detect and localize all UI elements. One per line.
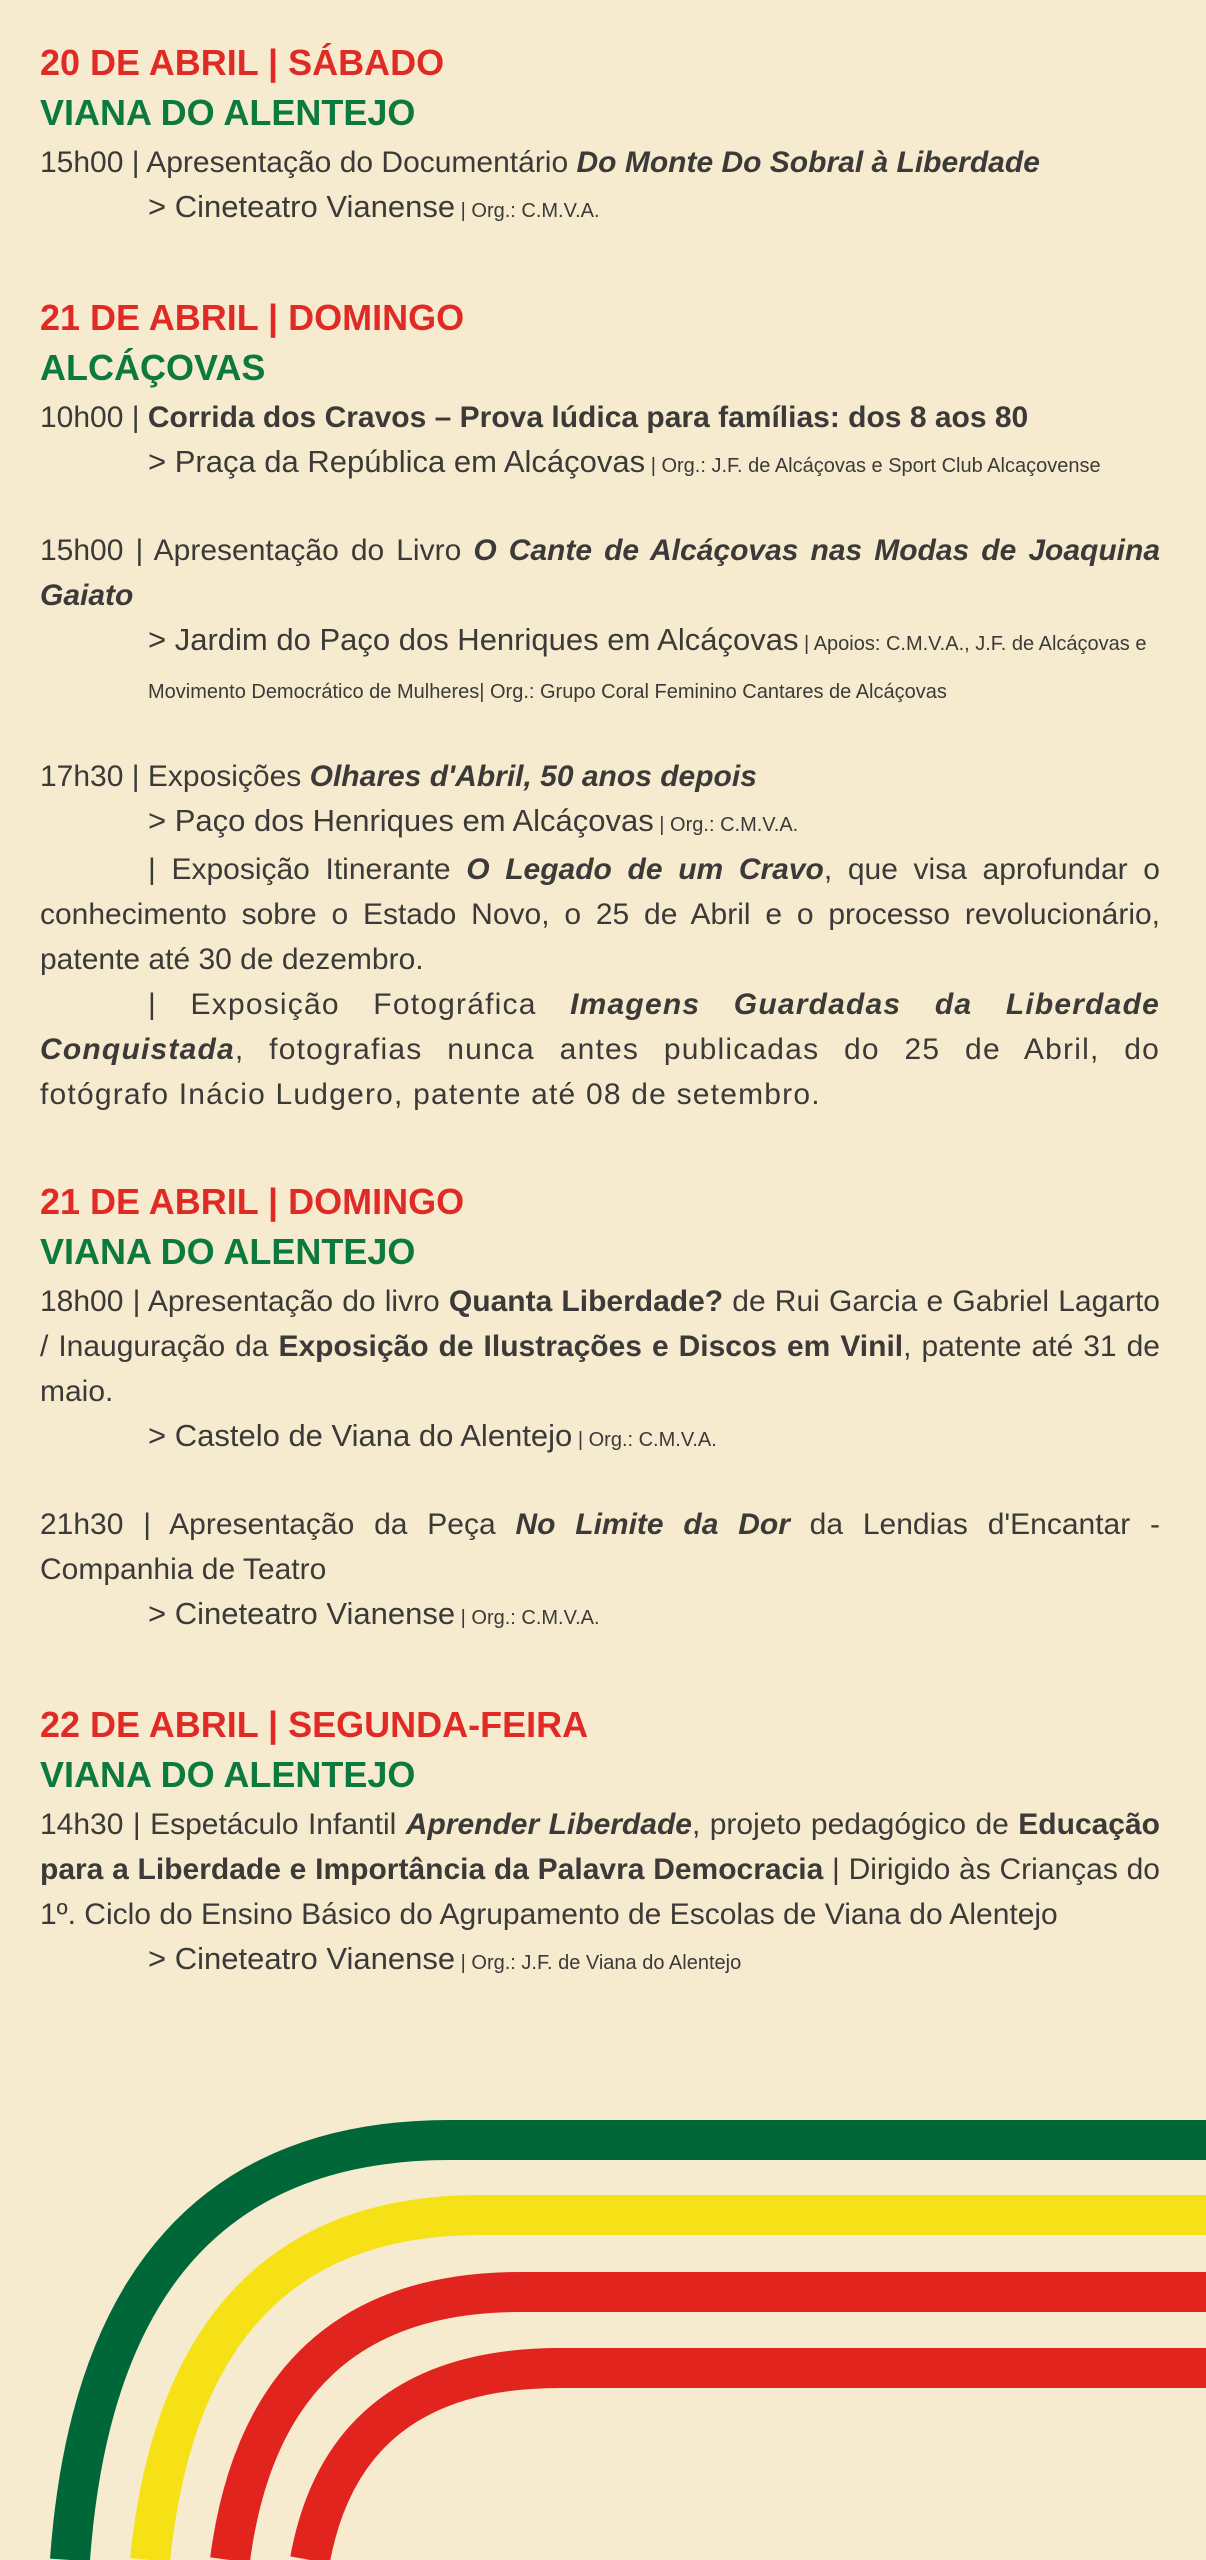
event-description — [40, 528, 1160, 618]
exhibition-text: , que visa aprofundar o conhecimento sobre o Estado Novo, o 25 de Abril e o processo revolucionário, patente até 30 de dezembro. — [40, 853, 1160, 976]
event-text: , patente até 31 de maio. — [40, 1330, 1160, 1408]
location-name: > Cineteatro Vianense — [148, 1596, 456, 1631]
event-organizer: | Apoios: C.M.V.A., J.F. de Alcáçovas e Movimento Democrático de Mulheres| Org.: Grupo Coral Feminino Cantares de Alcáçovas — [148, 633, 1147, 703]
event-text: Apresentação da Peça — [169, 1508, 516, 1541]
event-title: Exposição de Ilustrações e Discos em Vinil — [278, 1330, 904, 1363]
event-time: 17h30 | — [40, 760, 148, 793]
day-section — [40, 38, 1160, 233]
exhibition-note — [40, 847, 1160, 982]
event-organizer: | Org.: C.M.V.A. — [572, 1429, 717, 1451]
location-name: > Cineteatro Vianense — [148, 189, 456, 224]
event-description — [40, 1502, 1160, 1592]
event-text: | Dirigido às Crianças do 1º. Ciclo do Ensino Básico do Agrupamento de Escolas de Viana do Alentejo — [40, 1853, 1160, 1931]
event-title: Quanta Liberdade? — [448, 1285, 724, 1318]
event-time: 18h00 | — [40, 1285, 148, 1318]
event-location — [40, 1937, 1160, 1985]
event-description — [40, 754, 1160, 799]
event-title: Corrida dos Cravos – Prova lúdica para famílias: dos 8 aos 80 — [147, 401, 1029, 434]
location-name: > Paço dos Henriques em Alcáçovas — [148, 803, 654, 838]
event-location — [40, 799, 1160, 847]
section-place: VIANA DO ALENTEJO — [40, 1754, 416, 1795]
event-item — [40, 1502, 1160, 1640]
exhibition-lead: | Exposição Itinerante — [148, 853, 467, 886]
event-time: 14h30 | — [40, 1808, 151, 1841]
exhibition-note — [40, 982, 1160, 1117]
event-organizer: | Org.: C.M.V.A. — [653, 814, 799, 836]
location-name: > Jardim do Paço dos Henriques em Alcáçovas — [148, 622, 799, 657]
event-description — [40, 140, 1160, 185]
event-text: da Lendias d'Encantar - Companhia de Teatro — [40, 1508, 1161, 1586]
location-name: > Praça da República em Alcáçovas — [148, 444, 646, 479]
exhibition-text: , fotografias nunca antes publicadas do 25 de Abril, do fotógrafo Inácio Ludgero, patente até 08 de setembro. — [40, 1033, 1160, 1111]
section-date: 22 DE ABRIL | SEGUNDA-FEIRA — [40, 1704, 589, 1745]
event-title: Olhares d'Abril, 50 anos depois — [309, 760, 757, 793]
event-location — [40, 440, 1160, 488]
event-text: Apresentação do Documentário — [146, 146, 577, 179]
stripe-red-2 — [310, 2368, 1206, 2560]
event-text: Apresentação do Livro — [153, 534, 474, 567]
event-time: 15h00 | — [40, 534, 154, 567]
event-title: Educação para a Liberdade e Importância da Palavra Democracia — [40, 1808, 1161, 1886]
section-date: 21 DE ABRIL | DOMINGO — [40, 1181, 465, 1222]
event-location — [40, 1592, 1160, 1640]
event-item — [40, 140, 1160, 233]
location-name: > Castelo de Viana do Alentejo — [148, 1418, 573, 1453]
day-section — [40, 1177, 1160, 1640]
event-text: Apresentação do livro — [147, 1285, 449, 1318]
section-date: 20 DE ABRIL | SÁBADO — [40, 42, 445, 83]
event-location — [40, 1414, 1160, 1462]
day-section — [40, 293, 1160, 1117]
event-title: No Limite da Dor — [515, 1508, 790, 1541]
event-description — [40, 1802, 1160, 1937]
event-organizer: | Org.: J.F. de Alcáçovas e Sport Club Alcaçovense — [645, 455, 1101, 477]
event-organizer: | Org.: C.M.V.A. — [455, 200, 600, 222]
event-time: 15h00 | — [40, 146, 147, 179]
section-place: VIANA DO ALENTEJO — [40, 92, 416, 133]
event-location — [40, 185, 1160, 233]
event-organizer: | Org.: J.F. de Viana do Alentejo — [455, 1952, 742, 1974]
event-description — [40, 1279, 1160, 1414]
day-section — [40, 1700, 1160, 1985]
program-schedule — [40, 38, 1160, 2045]
event-title: Do Monte Do Sobral à Liberdade — [576, 146, 1040, 179]
section-place: ALCÁÇOVAS — [40, 347, 266, 388]
event-time: 10h00 | — [40, 401, 148, 434]
decorative-stripes — [0, 2100, 1206, 2560]
event-item — [40, 754, 1160, 1117]
event-item — [40, 1279, 1160, 1462]
event-item — [40, 528, 1160, 714]
event-description — [40, 395, 1160, 440]
event-text: Espetáculo Infantil — [150, 1808, 406, 1841]
exhibition-title: Imagens Guardadas da Liberdade Conquistada — [40, 988, 1160, 1066]
event-text: Exposições — [147, 760, 310, 793]
event-text: de Rui Garcia e Gabriel Lagarto / Inauguração da — [40, 1285, 1160, 1363]
event-item — [40, 395, 1160, 488]
event-time: 21h30 | — [40, 1508, 170, 1541]
section-place: VIANA DO ALENTEJO — [40, 1231, 416, 1272]
section-date: 21 DE ABRIL | DOMINGO — [40, 297, 465, 338]
event-item — [40, 1802, 1160, 1985]
event-organizer: | Org.: C.M.V.A. — [455, 1607, 600, 1629]
event-location — [40, 618, 1160, 714]
event-text: , projeto pedagógico de — [691, 1808, 1019, 1841]
exhibition-lead: | Exposição Fotográfica — [148, 988, 571, 1021]
location-name: > Cineteatro Vianense — [148, 1941, 456, 1976]
event-title: Aprender Liberdade — [405, 1808, 692, 1841]
event-title: O Cante de Alcáçovas nas Modas de Joaquina Gaiato — [40, 534, 1161, 612]
exhibition-title: O Legado de um Cravo — [466, 853, 824, 886]
